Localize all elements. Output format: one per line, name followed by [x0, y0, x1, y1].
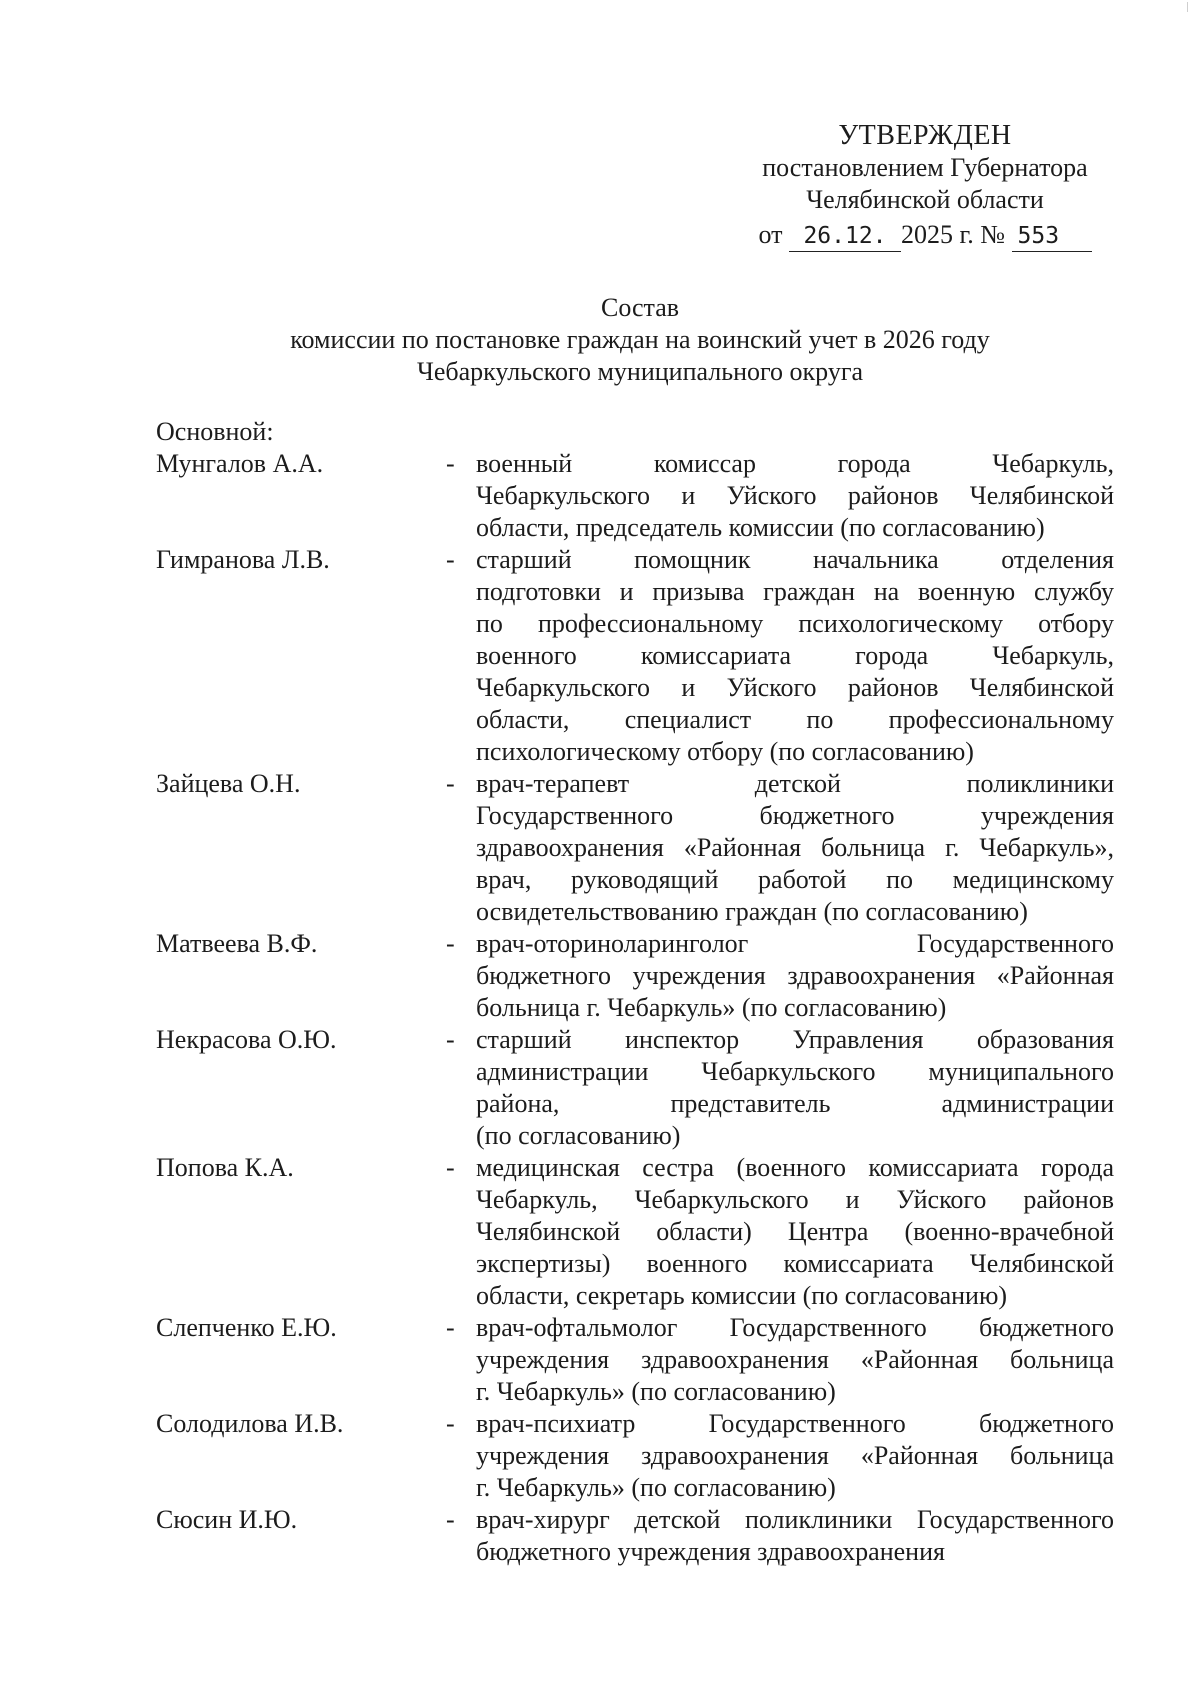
- heading-title: Состав: [600, 293, 680, 322]
- member-role: [476, 544, 1114, 768]
- member-name: Гимранова Л.В.: [156, 545, 330, 574]
- member-row: [156, 1312, 1116, 1408]
- member-row: [156, 768, 1116, 928]
- member-row: [156, 928, 1116, 1024]
- section-label: Основной:: [156, 417, 274, 446]
- member-role-line: медицинская сестра (военного комиссариата города: [476, 1153, 1114, 1182]
- member-role-line: бюджетного учреждения здравоохранения «Районная: [476, 961, 1114, 990]
- heading-line-3: Чебаркульского муниципального округа: [416, 357, 864, 386]
- member-role-line: Государственного бюджетного учреждения: [476, 801, 1114, 830]
- member-role-line: врач, руководящий работой по медицинскому: [476, 865, 1114, 894]
- member-row: [156, 544, 1116, 768]
- member-role-line: военного комиссариата города Чебаркуль,: [476, 641, 1114, 670]
- member-role-line: старший инспектор Управления образования: [476, 1025, 1114, 1054]
- member-role: [476, 1312, 1114, 1408]
- member-role-line: экспертизы) военного комиссариата Челябинской: [476, 1249, 1114, 1278]
- member-role-line: врач-офтальмолог Государственного бюджетного: [476, 1313, 1114, 1342]
- member-name: Сюсин И.Ю.: [156, 1505, 298, 1534]
- member-role-line: психологическому отбору (по согласованию): [476, 737, 974, 766]
- member-role-line: администрации Чебаркульского муниципального: [476, 1057, 1114, 1086]
- member-role: [476, 1408, 1114, 1504]
- member-dash: -: [446, 929, 455, 958]
- member-role-line: врач-терапевт детской поликлиники: [476, 769, 1114, 798]
- approval-line-1: постановлением Губернатора: [762, 153, 1088, 182]
- member-name: Слепченко Е.Ю.: [156, 1313, 337, 1342]
- member-role: [476, 768, 1114, 928]
- member-role-line: г. Чебаркуль» (по согласованию): [476, 1377, 836, 1406]
- member-role: [476, 448, 1114, 544]
- member-role-line: врач-психиатр Государственного бюджетного: [476, 1409, 1114, 1438]
- scan-mark: [1187, 2, 1188, 12]
- member-role-line: области, секретарь комиссии (по согласованию): [476, 1281, 1008, 1310]
- member-dash: -: [446, 1025, 455, 1054]
- member-dash: -: [446, 1505, 455, 1534]
- member-dash: -: [446, 1153, 455, 1182]
- member-role-line: по профессиональному психологическому отбору: [476, 609, 1114, 638]
- member-role-line: бюджетного учреждения здравоохранения: [476, 1537, 945, 1566]
- member-role-line: врач-хирург детской поликлиники Государственного: [476, 1505, 1114, 1534]
- member-name: Некрасова О.Ю.: [156, 1025, 337, 1054]
- member-role-line: врач-оториноларинголог Государственного: [476, 929, 1114, 958]
- member-row: [156, 1152, 1116, 1312]
- year-suffix: 2025 г. №: [900, 220, 1006, 249]
- document-heading: [200, 292, 1080, 388]
- member-name: Зайцева О.Н.: [156, 769, 301, 798]
- member-role-line: Челябинской области) Центра (военно-врачебной: [476, 1217, 1114, 1246]
- member-list: [156, 448, 1116, 1568]
- member-role-line: освидетельствованию граждан (по согласованию): [476, 897, 1028, 926]
- member-role-line: области, специалист по профессиональному: [476, 705, 1114, 734]
- approval-line-2: Челябинской области: [806, 185, 1044, 214]
- member-dash: -: [446, 1409, 455, 1438]
- member-name: Мунгалов А.А.: [156, 449, 324, 478]
- document-number: 553: [1012, 221, 1092, 252]
- member-role-line: учреждения здравоохранения «Районная больница: [476, 1441, 1114, 1470]
- member-name: Солодилова И.В.: [156, 1409, 344, 1438]
- approval-date-line: [730, 219, 1120, 252]
- member-row: [156, 1024, 1116, 1152]
- member-role-line: г. Чебаркуль» (по согласованию): [476, 1473, 836, 1502]
- member-role-line: области, председатель комиссии (по согласованию): [476, 513, 1045, 542]
- member-role: [476, 1024, 1114, 1152]
- member-name: Попова К.А.: [156, 1153, 294, 1182]
- member-role-line: учреждения здравоохранения «Районная больница: [476, 1345, 1114, 1374]
- member-dash: -: [446, 545, 455, 574]
- heading-line-2: комиссии по постановке граждан на воинский учет в 2026 году: [290, 325, 990, 354]
- member-role: [476, 1504, 1114, 1568]
- approval-title: УТВЕРЖДЕН: [838, 120, 1012, 151]
- member-role-line: района, представитель администрации: [476, 1089, 1114, 1118]
- member-role: [476, 1152, 1114, 1312]
- approval-block: [730, 120, 1120, 252]
- member-name: Матвеева В.Ф.: [156, 929, 318, 958]
- date-value: 26.12.: [789, 221, 901, 252]
- member-role-line: больница г. Чебаркуль» (по согласованию): [476, 993, 947, 1022]
- member-row: [156, 1408, 1116, 1504]
- member-role-line: (по согласованию): [476, 1121, 681, 1150]
- member-role: [476, 928, 1114, 1024]
- member-role-line: здравоохранения «Районная больница г. Чебаркуль»,: [476, 833, 1114, 862]
- date-prefix: от: [758, 220, 783, 249]
- member-dash: -: [446, 1313, 455, 1342]
- member-role-line: старший помощник начальника отделения: [476, 545, 1114, 574]
- member-role-line: Чебаркуль, Чебаркульского и Уйского районов: [476, 1185, 1114, 1214]
- member-role-line: военный комиссар города Чебаркуль,: [476, 449, 1114, 478]
- member-role-line: Чебаркульского и Уйского районов Челябинской: [476, 481, 1114, 510]
- member-dash: -: [446, 449, 455, 478]
- member-role-line: подготовки и призыва граждан на военную службу: [476, 577, 1114, 606]
- member-row: [156, 448, 1116, 544]
- member-row: [156, 1504, 1116, 1568]
- member-dash: -: [446, 769, 455, 798]
- member-role-line: Чебаркульского и Уйского районов Челябинской: [476, 673, 1114, 702]
